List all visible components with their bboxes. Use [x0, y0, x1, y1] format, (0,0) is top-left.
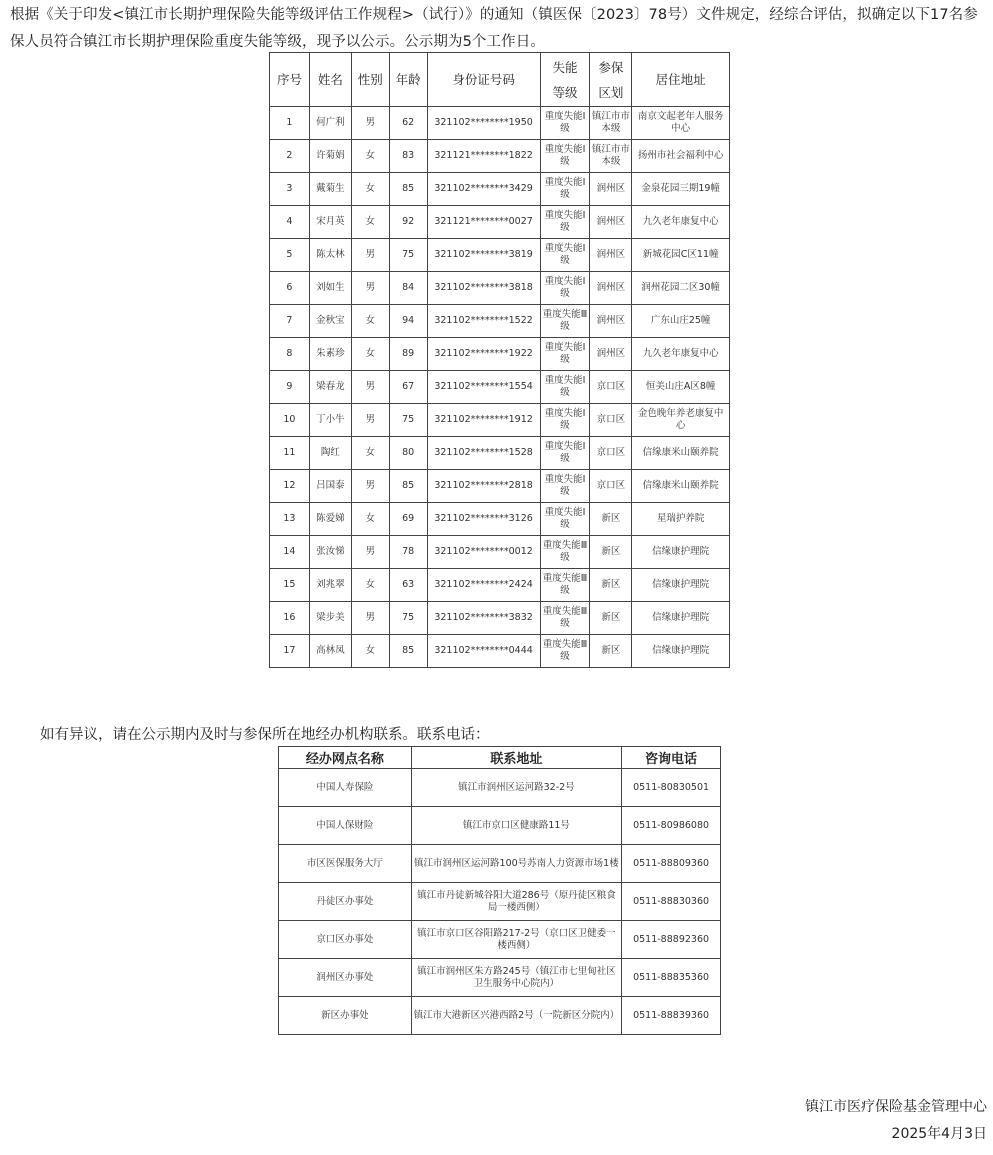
table-row	[270, 305, 730, 338]
table-row-gender-cell: 男	[351, 107, 389, 140]
table-row-area-cell: 润州区	[590, 272, 632, 305]
table-row-area-cell: 京口区	[590, 371, 632, 404]
table-row-name-cell: 梁春龙	[309, 371, 351, 404]
table-row-level-cell: 重度失能Ⅰ级	[540, 107, 590, 140]
table-row-area-cell: 新区	[590, 602, 632, 635]
table-row-no-cell: 7	[270, 305, 310, 338]
signature-block	[805, 1094, 987, 1148]
table-row-area-cell: 新区	[590, 635, 632, 668]
table-row-address-cell: 新城花园C区11幢	[632, 239, 730, 272]
table-row-gender-cell: 男	[351, 404, 389, 437]
table-row-age-cell: 62	[389, 107, 427, 140]
table-row-id-cell: 321102********1528	[427, 437, 540, 470]
table-row-address-cell: 信缘康护理院	[632, 569, 730, 602]
contact-row	[279, 921, 721, 959]
table-row-gender-cell: 女	[351, 206, 389, 239]
table-row-id-cell: 321102********2424	[427, 569, 540, 602]
table-row-level-cell: 重度失能Ⅲ级	[540, 569, 590, 602]
table-row-name-cell: 戴菊生	[309, 173, 351, 206]
table-row	[270, 206, 730, 239]
table-row	[270, 371, 730, 404]
table-row-age-cell: 92	[389, 206, 427, 239]
intro-line-2: 保人员符合镇江市长期护理保险重度失能等级，现予以公示。公示期为5个工作日。	[10, 34, 545, 50]
table-row-level-cell: 重度失能Ⅲ级	[540, 602, 590, 635]
contact-row-phone-cell: 0511-88809360	[622, 845, 721, 883]
table-row-area-cell: 京口区	[590, 470, 632, 503]
contact-table	[278, 746, 721, 1035]
table-row-name-cell: 张汝悌	[309, 536, 351, 569]
table-row-no-cell: 13	[270, 503, 310, 536]
table-row-id-cell: 321102********2818	[427, 470, 540, 503]
table-row-address-cell: 扬州市社会福利中心	[632, 140, 730, 173]
table-row	[270, 569, 730, 602]
header-address: 居住地址	[632, 53, 730, 107]
header-name: 姓名	[309, 53, 351, 107]
contact-row-phone-cell: 0511-88839360	[622, 997, 721, 1035]
table-row-level-cell: 重度失能Ⅲ级	[540, 305, 590, 338]
table-header-row	[270, 53, 730, 107]
table-row	[270, 437, 730, 470]
table-row-gender-cell: 男	[351, 272, 389, 305]
table-row-id-cell: 321102********1522	[427, 305, 540, 338]
table-row-age-cell: 67	[389, 371, 427, 404]
assessment-table	[269, 52, 730, 668]
table-row-name-cell: 朱素珍	[309, 338, 351, 371]
table-row-age-cell: 85	[389, 470, 427, 503]
table-row-no-cell: 8	[270, 338, 310, 371]
table-row-age-cell: 78	[389, 536, 427, 569]
table-row-level-cell: 重度失能Ⅰ级	[540, 206, 590, 239]
table-row-age-cell: 84	[389, 272, 427, 305]
table-row-name-cell: 陈太林	[309, 239, 351, 272]
table-row-gender-cell: 女	[351, 338, 389, 371]
contact-row-phone-cell: 0511-88835360	[622, 959, 721, 997]
table-row-no-cell: 17	[270, 635, 310, 668]
table-row-gender-cell: 女	[351, 437, 389, 470]
contact-row-address-cell: 镇江市润州区运河路32-2号	[411, 769, 621, 807]
table-row	[270, 239, 730, 272]
table-row-age-cell: 69	[389, 503, 427, 536]
table-row-address-cell: 信缘康米山颐养院	[632, 470, 730, 503]
table-row-no-cell: 6	[270, 272, 310, 305]
contact-row-name-cell: 新区办事处	[279, 997, 412, 1035]
table-row-age-cell: 80	[389, 437, 427, 470]
header-no: 序号	[270, 53, 310, 107]
table-row-name-cell: 宋月英	[309, 206, 351, 239]
table-row-address-cell: 九久老年康复中心	[632, 206, 730, 239]
table-row-level-cell: 重度失能Ⅰ级	[540, 437, 590, 470]
table-row-gender-cell: 女	[351, 569, 389, 602]
table-row-no-cell: 11	[270, 437, 310, 470]
contact-row	[279, 845, 721, 883]
table-row	[270, 173, 730, 206]
table-row-age-cell: 85	[389, 173, 427, 206]
table-row-area-cell: 京口区	[590, 437, 632, 470]
table-row-level-cell: 重度失能Ⅰ级	[540, 404, 590, 437]
table-row-level-cell: 重度失能Ⅰ级	[540, 140, 590, 173]
table-row-address-cell: 恒美山庄A区8幢	[632, 371, 730, 404]
table-row-level-cell: 重度失能Ⅰ级	[540, 272, 590, 305]
table-row-area-cell: 润州区	[590, 239, 632, 272]
table-row-level-cell: 重度失能Ⅰ级	[540, 239, 590, 272]
table-row-area-cell: 镇江市市本级	[590, 107, 632, 140]
contact-row	[279, 807, 721, 845]
table-row-id-cell: 321102********1950	[427, 107, 540, 140]
intro-line-1: 根据《关于印发<镇江市长期护理保险失能等级评估工作规程>（试行）》的通知（镇医保〔2023〕78号）文件规定，经综合评估，拟确定以下17名参	[10, 7, 978, 23]
contact-row-name-cell: 市区医保服务大厅	[279, 845, 412, 883]
contact-row-phone-cell: 0511-88830360	[622, 883, 721, 921]
table-row-address-cell: 信缘康护理院	[632, 635, 730, 668]
table-row-no-cell: 15	[270, 569, 310, 602]
table-row-gender-cell: 男	[351, 470, 389, 503]
contact-row-address-cell: 镇江市丹徒新城谷阳大道286号（原丹徒区粮食局一楼西侧）	[411, 883, 621, 921]
table-row-age-cell: 89	[389, 338, 427, 371]
table-row-area-cell: 新区	[590, 569, 632, 602]
table-row-name-cell: 梁步美	[309, 602, 351, 635]
table-row-address-cell: 润州花园二区30幢	[632, 272, 730, 305]
table-row	[270, 602, 730, 635]
table-row-no-cell: 16	[270, 602, 310, 635]
contact-row-address-cell: 镇江市京口区谷阳路217-2号（京口区卫健委一楼西侧）	[411, 921, 621, 959]
contact-header-phone: 咨询电话	[622, 747, 721, 769]
table-row-area-cell: 润州区	[590, 206, 632, 239]
table-row-gender-cell: 男	[351, 536, 389, 569]
table-row-no-cell: 4	[270, 206, 310, 239]
table-row-gender-cell: 女	[351, 305, 389, 338]
table-row	[270, 503, 730, 536]
table-row-gender-cell: 女	[351, 140, 389, 173]
table-row	[270, 107, 730, 140]
table-row-address-cell: 金色晚年养老康复中心	[632, 404, 730, 437]
contact-row	[279, 997, 721, 1035]
contact-row-name-cell: 润州区办事处	[279, 959, 412, 997]
table-row-address-cell: 金泉花园三期19幢	[632, 173, 730, 206]
table-row-level-cell: 重度失能Ⅰ级	[540, 470, 590, 503]
table-row-gender-cell: 女	[351, 635, 389, 668]
table-row-area-cell: 新区	[590, 503, 632, 536]
header-level: 失能 等级	[540, 53, 590, 107]
table-row-name-cell: 金秋宝	[309, 305, 351, 338]
table-row-area-cell: 京口区	[590, 404, 632, 437]
table-row-id-cell: 321102********0012	[427, 536, 540, 569]
table-row-level-cell: 重度失能Ⅰ级	[540, 338, 590, 371]
table-row-id-cell: 321102********1912	[427, 404, 540, 437]
table-row	[270, 470, 730, 503]
contact-row-name-cell: 京口区办事处	[279, 921, 412, 959]
table-row-gender-cell: 女	[351, 503, 389, 536]
contact-header-name: 经办网点名称	[279, 747, 412, 769]
table-row-no-cell: 2	[270, 140, 310, 173]
table-row-level-cell: 重度失能Ⅰ级	[540, 371, 590, 404]
contact-row-name-cell: 中国人保财险	[279, 807, 412, 845]
contact-row-address-cell: 镇江市润州区运河路100号苏南人力资源市场1楼	[411, 845, 621, 883]
table-row-age-cell: 63	[389, 569, 427, 602]
table-row-no-cell: 14	[270, 536, 310, 569]
table-row-id-cell: 321102********3832	[427, 602, 540, 635]
table-row-name-cell: 陶红	[309, 437, 351, 470]
table-row-id-cell: 321102********3819	[427, 239, 540, 272]
table-row-age-cell: 85	[389, 635, 427, 668]
table-row-no-cell: 12	[270, 470, 310, 503]
table-row-area-cell: 润州区	[590, 173, 632, 206]
contact-row-phone-cell: 0511-88892360	[622, 921, 721, 959]
table-row-level-cell: 重度失能Ⅲ级	[540, 635, 590, 668]
table-row-address-cell: 信缘康护理院	[632, 602, 730, 635]
table-row-age-cell: 75	[389, 602, 427, 635]
table-row	[270, 635, 730, 668]
table-row	[270, 272, 730, 305]
table-row-address-cell: 南京文起老年人服务中心	[632, 107, 730, 140]
table-row-id-cell: 321102********3818	[427, 272, 540, 305]
header-gender: 性别	[351, 53, 389, 107]
contact-header-address: 联系地址	[411, 747, 621, 769]
table-row-area-cell: 润州区	[590, 338, 632, 371]
issuing-organization: 镇江市医疗保险基金管理中心	[805, 1099, 987, 1115]
table-row	[270, 536, 730, 569]
contact-header-row	[279, 747, 721, 769]
table-row-age-cell: 75	[389, 404, 427, 437]
table-row-gender-cell: 男	[351, 371, 389, 404]
contact-row	[279, 769, 721, 807]
table-row-id-cell: 321102********0444	[427, 635, 540, 668]
table-row-no-cell: 10	[270, 404, 310, 437]
table-row-id-cell: 321121********1822	[427, 140, 540, 173]
contact-row-name-cell: 中国人寿保险	[279, 769, 412, 807]
table-row-name-cell: 何广利	[309, 107, 351, 140]
table-row-name-cell: 丁小牛	[309, 404, 351, 437]
table-row	[270, 140, 730, 173]
table-row	[270, 404, 730, 437]
header-age: 年龄	[389, 53, 427, 107]
table-row-age-cell: 83	[389, 140, 427, 173]
contact-row	[279, 883, 721, 921]
contact-row-phone-cell: 0511-80830501	[622, 769, 721, 807]
header-id: 身份证号码	[427, 53, 540, 107]
table-row-gender-cell: 男	[351, 239, 389, 272]
table-row-id-cell: 321102********3429	[427, 173, 540, 206]
table-row-name-cell: 高林凤	[309, 635, 351, 668]
objection-notice: 如有异议，请在公示期内及时与参保所在地经办机构联系。联系电话：	[40, 727, 490, 743]
table-row-area-cell: 新区	[590, 536, 632, 569]
table-row-no-cell: 1	[270, 107, 310, 140]
table-row-area-cell: 润州区	[590, 305, 632, 338]
intro-paragraph	[10, 2, 990, 56]
contact-row	[279, 959, 721, 997]
table-row-id-cell: 321102********1554	[427, 371, 540, 404]
table-row-id-cell: 321102********1922	[427, 338, 540, 371]
table-row-address-cell: 信缘康米山颐养院	[632, 437, 730, 470]
table-row-no-cell: 9	[270, 371, 310, 404]
table-row-level-cell: 重度失能Ⅲ级	[540, 536, 590, 569]
contact-row-phone-cell: 0511-80986080	[622, 807, 721, 845]
table-row-name-cell: 吕国泰	[309, 470, 351, 503]
table-row-level-cell: 重度失能Ⅰ级	[540, 503, 590, 536]
table-row-age-cell: 75	[389, 239, 427, 272]
table-row-name-cell: 许菊娟	[309, 140, 351, 173]
table-row-no-cell: 5	[270, 239, 310, 272]
table-row-name-cell: 陈爱娣	[309, 503, 351, 536]
contact-row-address-cell: 镇江市润州区朱方路245号（镇江市七里甸社区卫生服务中心院内）	[411, 959, 621, 997]
table-row-level-cell: 重度失能Ⅰ级	[540, 173, 590, 206]
table-row-gender-cell: 男	[351, 602, 389, 635]
table-row-name-cell: 刘兆翠	[309, 569, 351, 602]
issue-date: 2025年4月3日	[891, 1126, 987, 1142]
table-row-area-cell: 镇江市市本级	[590, 140, 632, 173]
table-row-name-cell: 刘如生	[309, 272, 351, 305]
header-area: 参保 区划	[590, 53, 632, 107]
table-row-address-cell: 九久老年康复中心	[632, 338, 730, 371]
table-row-no-cell: 3	[270, 173, 310, 206]
contact-row-name-cell: 丹徒区办事处	[279, 883, 412, 921]
table-row-address-cell: 信缘康护理院	[632, 536, 730, 569]
table-row-gender-cell: 女	[351, 173, 389, 206]
table-row-id-cell: 321102********3126	[427, 503, 540, 536]
table-row-age-cell: 94	[389, 305, 427, 338]
table-row-address-cell: 星瑞护养院	[632, 503, 730, 536]
table-row-id-cell: 321121********0027	[427, 206, 540, 239]
table-row-address-cell: 广东山庄25幢	[632, 305, 730, 338]
contact-row-address-cell: 镇江市大港新区兴港西路2号（一院新区分院内）	[411, 997, 621, 1035]
contact-row-address-cell: 镇江市京口区健康路11号	[411, 807, 621, 845]
table-row	[270, 338, 730, 371]
